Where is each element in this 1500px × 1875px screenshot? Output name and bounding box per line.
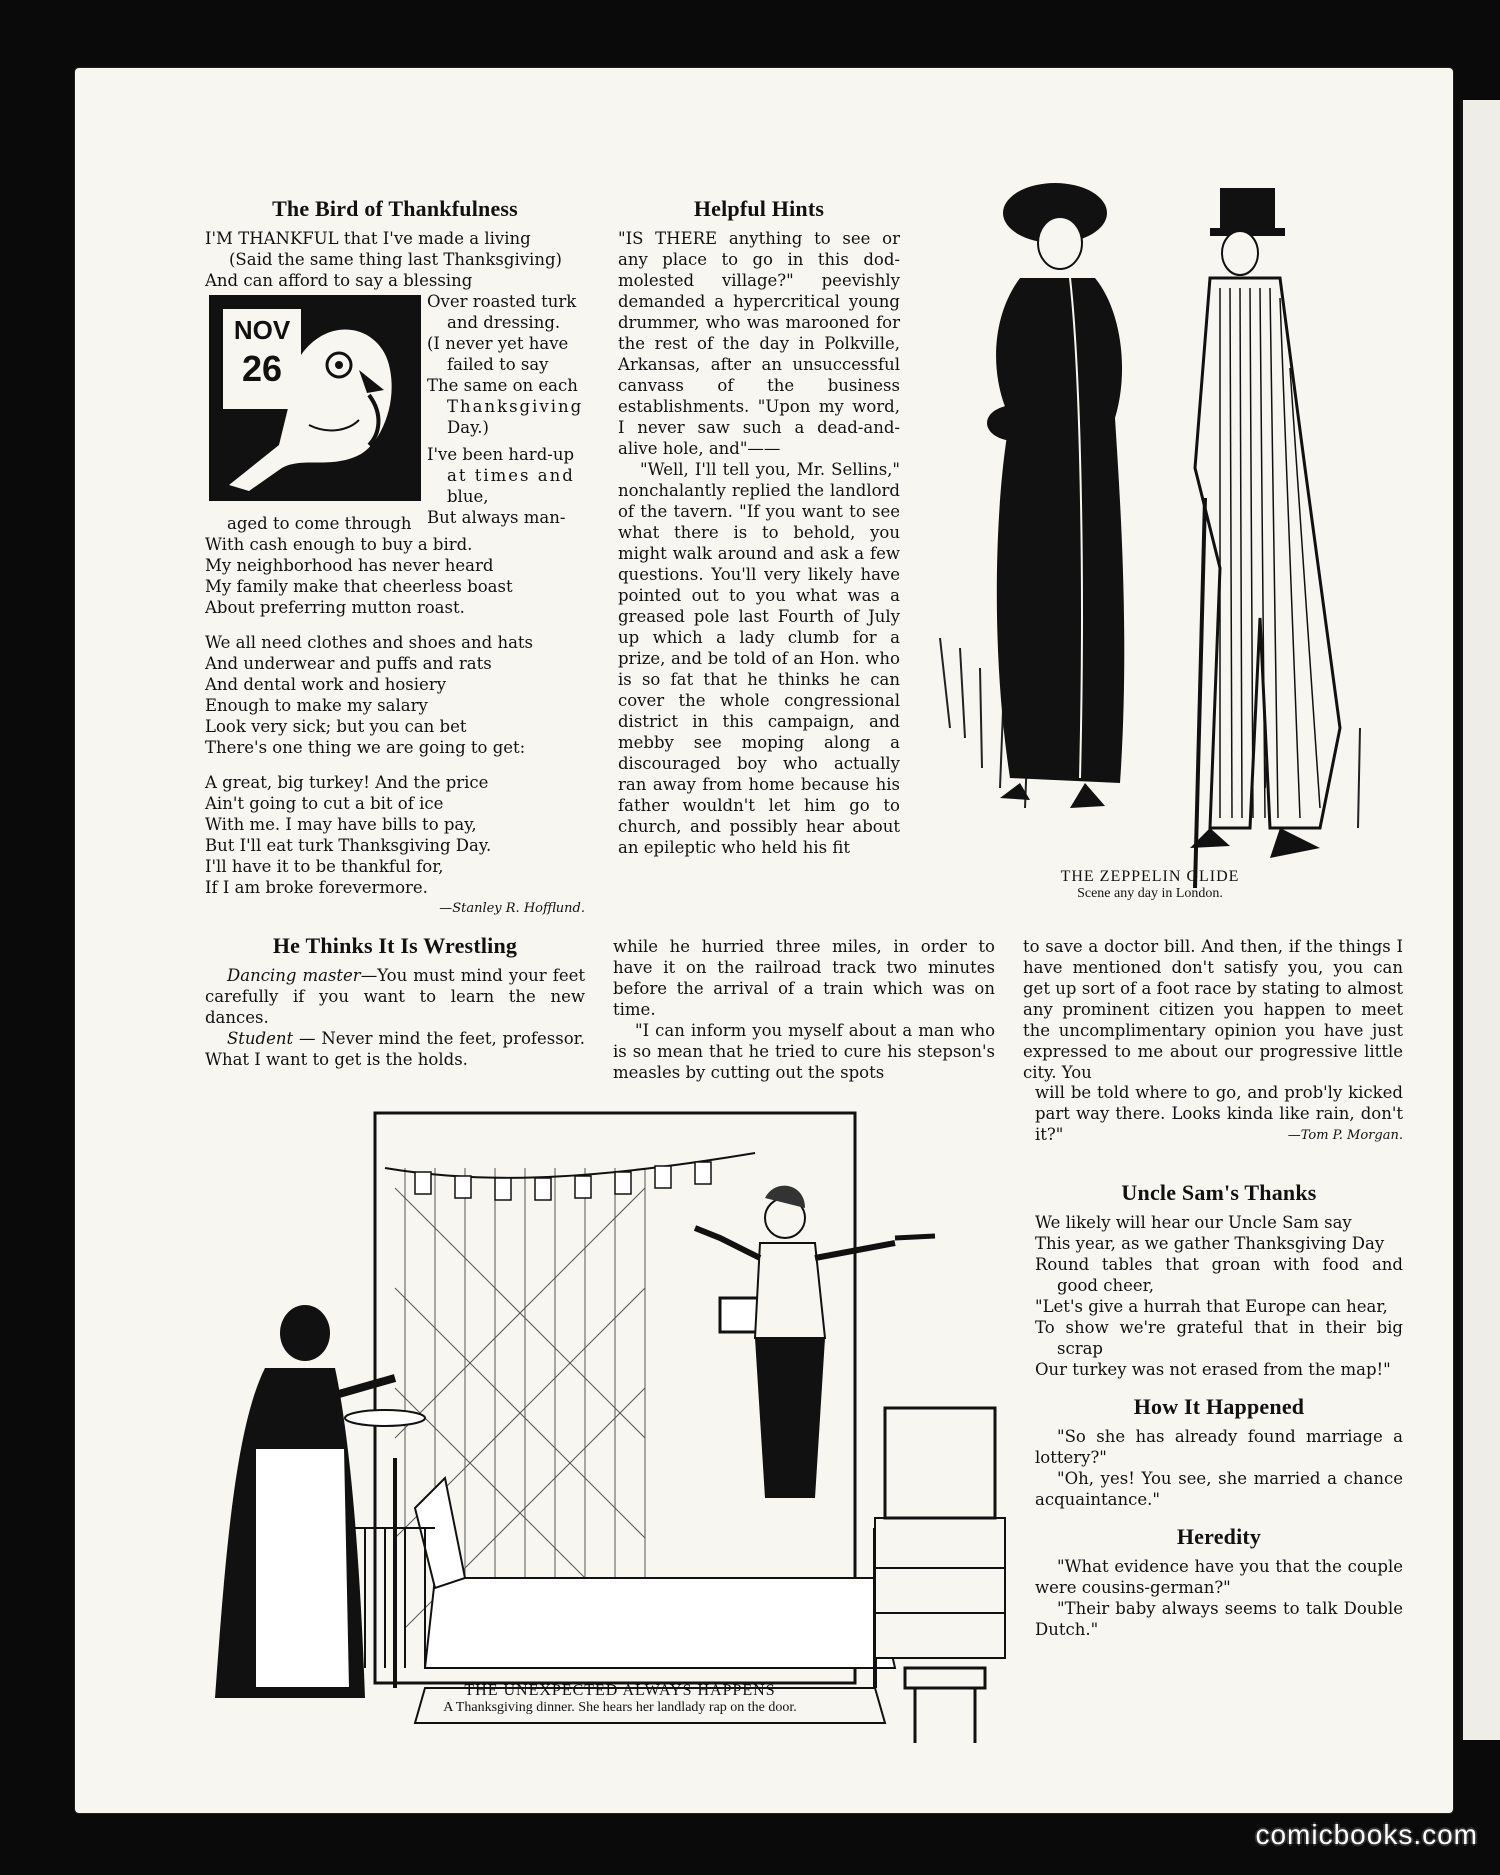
uncle-title: Uncle Sam's Thanks — [1121, 1180, 1317, 1205]
poem-line: Our turkey was not erased from the map!" — [1035, 1360, 1391, 1379]
poem-line: And dental work and hosiery — [205, 675, 447, 694]
poem-line: But always man- — [427, 508, 566, 527]
poem-line: And can afford to say a blessing — [205, 271, 473, 290]
couple-illustration — [920, 168, 1390, 928]
bird-title: The Bird of Thankfulness — [272, 196, 518, 221]
calendar-day: 26 — [241, 348, 283, 389]
poem-line: We likely will hear our Uncle Sam say — [1035, 1213, 1352, 1232]
dialogue: Never mind the feet, professor. What I want to get is the holds. — [205, 1029, 585, 1069]
helpful-hints-continued — [613, 936, 995, 1083]
calendar-turkey-illustration — [209, 295, 421, 501]
uncle-sams-thanks — [1035, 1180, 1403, 1640]
poem-line: About preferring mutton roast. — [205, 598, 465, 617]
hints-paragraph: "IS THERE anything to see or any place to go in this dod-molested village?" peevishly demanded a hypercritical young drummer, who was marooned for the rest of the day in Polkville, Arkansas, after an unsuccessful canvass of the business establishments. "Upon my word, I never saw such a dead-and-alive hole, and"—— — [618, 229, 900, 458]
hints-paragraph: will be told where to go, and prob'ly kicked part way there. Looks kinda like rain, don't it?" — [1035, 1083, 1403, 1144]
unexpected-happens-illustration — [175, 1108, 1035, 1743]
speaker: Dancing master— — [227, 966, 378, 985]
hints-paragraph: "Well, I'll tell you, Mr. Sellins," nonchalantly replied the landlord of the tavern. "If you want to see what there is to behold, you might walk around and ask a few questions. You'll very likely have pointed out to you what was a greased pole last Fourth of July up which a lady clumb for a prize, and be told of an Hon. who is so fat that he thinks he can cover the whole congressional district in this campaign, and mebby see moping along a discouraged boy who actually ran away from home because his father wouldn't let him go to church, and possibly hear about an epileptic who held his fit — [618, 460, 900, 857]
poem-line: (Said the same thing last Thanksgiving) — [229, 250, 562, 269]
poem-line: Enough to make my salary — [205, 696, 428, 715]
poem-line: If I am broke forevermore. — [205, 878, 428, 897]
heredity-title: Heredity — [1176, 1524, 1262, 1549]
caption-subtitle: A Thanksgiving dinner. She hears her landlady rap on the door. — [443, 1700, 797, 1715]
poem-line: Day.) — [447, 418, 489, 437]
author-credit: —Tom P. Morgan. — [1287, 1128, 1403, 1143]
poem-line: There's one thing we are going to get: — [205, 738, 526, 757]
poem-line: and dressing. — [447, 313, 561, 332]
watermark: comicbooks.com — [1255, 1819, 1478, 1850]
happened-paragraph: "Oh, yes! You see, she married a chance acquaintance." — [1035, 1469, 1403, 1509]
caption-title: THE UNEXPECTED ALWAYS HAPPENS — [464, 1682, 776, 1699]
zeppelin-caption — [1010, 868, 1290, 902]
zeppelin-glide-illustration — [920, 168, 1390, 928]
poem-line: I'll have it to be thankful for, — [205, 857, 444, 876]
speaker: Student — — [227, 1029, 316, 1048]
hints-paragraph: "I can inform you myself about a man who is so mean that he tried to cure his stepson's measles by cutting out the spots — [613, 1021, 995, 1082]
next-page-edge — [1460, 100, 1500, 1740]
hints-paragraph: to save a doctor bill. And then, if the things I have mentioned don't satisfy you, you can get up sort of a foot race by stating to almost any prominent citizen you happen to meet the uncomplimentary opinion you have just expressed to me about our progressive little city. You — [1023, 937, 1403, 1082]
helpful-hints-column3 — [1023, 936, 1403, 1083]
poem-line: blue, — [447, 487, 489, 506]
poem-line: To show we're grateful that in their big scrap — [1035, 1318, 1403, 1358]
hints-title: Helpful Hints — [693, 196, 825, 221]
heredity-paragraph: "What evidence have you that the couple were cousins-german?" — [1035, 1557, 1403, 1597]
poem-line: The same on each — [427, 376, 578, 395]
poem-line: at times and — [447, 466, 575, 485]
bird-of-thankfulness — [205, 196, 585, 1070]
poem-line: (I never yet have — [427, 334, 569, 353]
poem-line: With me. I may have bills to pay, — [205, 815, 477, 834]
poem-line: My family make that cheerless boast — [205, 577, 513, 596]
helpful-hints — [618, 196, 900, 858]
poem-line: I'M THANKFUL that I've made a living — [205, 229, 531, 248]
bedroom-scene-illustration — [175, 1108, 1035, 1743]
hints-paragraph: while he hurried three miles, in order to have it on the railroad track two minutes before the arrival of a train which was on time. — [613, 937, 995, 1019]
poem-line: failed to say — [447, 355, 549, 374]
poem-line: Over roasted turk — [427, 292, 577, 311]
poem-line: Look very sick; but you can bet — [205, 717, 467, 736]
poem-line: Thanksgiving — [447, 397, 584, 416]
poem-line: But I'll eat turk Thanksgiving Day. — [205, 836, 492, 855]
happened-paragraph: "So she has already found marriage a lottery?" — [1035, 1427, 1403, 1467]
poem-line: aged to come through — [227, 514, 412, 533]
happened-title: How It Happened — [1133, 1394, 1305, 1419]
caption-title: THE ZEPPELIN GLIDE — [1060, 868, 1240, 885]
heredity-paragraph: "Their baby always seems to talk Double Dutch." — [1035, 1599, 1403, 1639]
poem-line: We all need clothes and shoes and hats — [205, 633, 534, 652]
dialogue: You must mind your feet carefully if you want to learn the new dances. — [205, 966, 585, 1027]
poem-line: "Let's give a hurrah that Europe can hear, — [1035, 1297, 1388, 1316]
wrestling-paragraph — [205, 1028, 585, 1070]
caption-subtitle: Scene any day in London. — [1077, 886, 1223, 901]
poem-line: My neighborhood has never heard — [205, 556, 494, 575]
magazine-page — [75, 68, 1453, 1813]
wrestling-paragraph — [205, 965, 585, 1028]
calendar-month: NOV — [233, 315, 291, 345]
poem-line: Round tables that groan with food and good cheer, — [1035, 1255, 1403, 1295]
poem-line: And underwear and puffs and rats — [205, 654, 492, 673]
author-credit: —Stanley R. Hofflund. — [439, 901, 585, 916]
poem-line: Ain't going to cut a bit of ice — [205, 794, 444, 813]
wrestling-title: He Thinks It Is Wrestling — [272, 933, 518, 958]
unexpected-caption — [370, 1682, 870, 1716]
poem-line: I've been hard-up — [427, 445, 575, 464]
poem-line: This year, as we gather Thanksgiving Day — [1035, 1234, 1385, 1253]
poem-line: A great, big turkey! And the price — [205, 773, 489, 792]
poem-line: With cash enough to buy a bird. — [205, 535, 473, 554]
helpful-hints-end — [1035, 1082, 1403, 1146]
